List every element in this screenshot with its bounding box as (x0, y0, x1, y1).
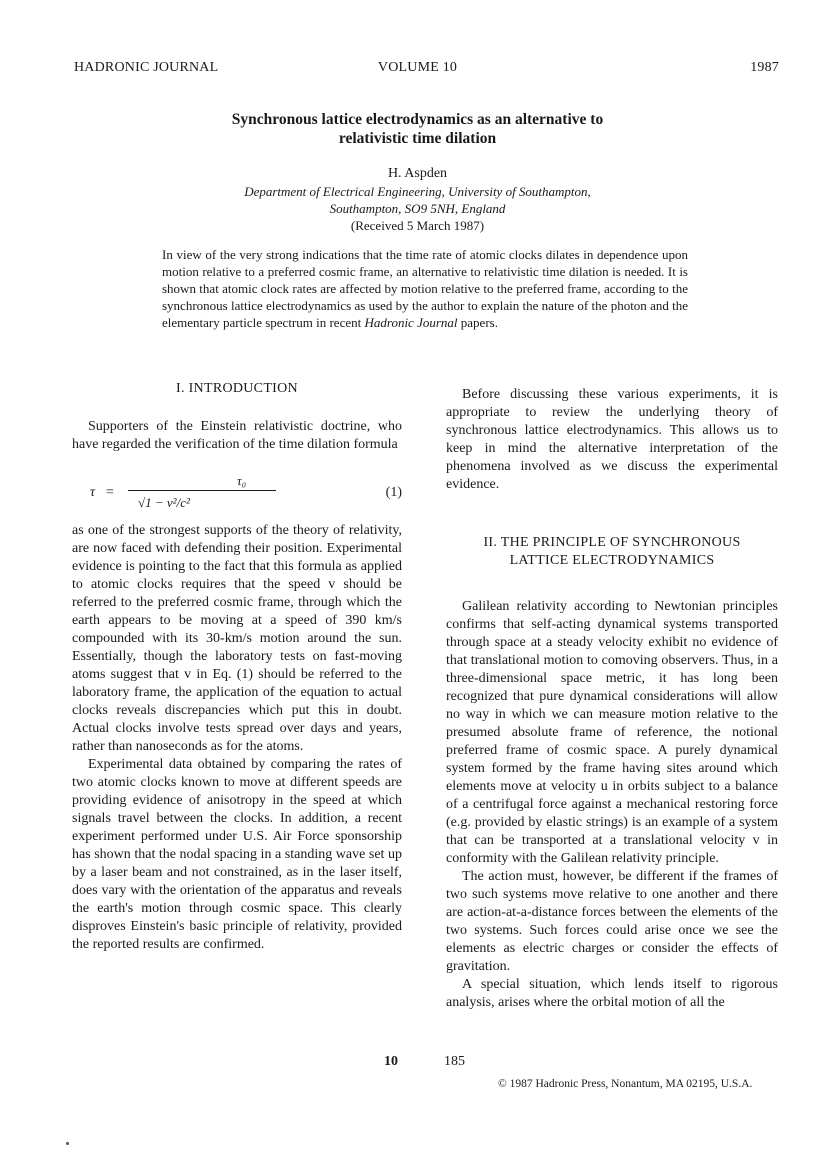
author-name: H. Aspden (387, 166, 448, 181)
running-header-volume: VOLUME 10 (377, 60, 458, 75)
title-line-1: Synchronous lattice electrodynamics as an alternative to (231, 111, 604, 128)
section-heading-line-1: II. THE PRINCIPLE OF SYNCHRONOUS (483, 535, 741, 550)
scan-speck (66, 1142, 69, 1145)
received-date: (Received 5 March 1987) (350, 218, 485, 233)
abstract-tail: papers. (460, 315, 498, 330)
intro-paragraph-3: Experimental data obtained by comparing the rates of two atomic clocks known to move at different speeds are providing evidence of anisotropy in the speed at which signals travel between the clocks. In addition, a recent experiment performed under U.S. Air Force sponsorship has shown that the nodal spacing in a standing wave set up by a laser beam and not constrained, as in the laser itself, does vary with the orientation of the apparatus and reveals the earth's motion through cosmic space. This clearly disproves Einstein's basic principle of relativity, provided the reported results are confirmed. (72, 757, 402, 952)
abstract-text: In view of the very strong indications that the time rate of atomic clocks dilates in dependence upon motion relative to a preferred cosmic frame, an alternative to relativistic time dilation is needed. It is shown that atomic clock rates are affected by motion relative to the preferred frame, according to the synchronous lattice electrodynamics as used by the author to explain the nature of the photon and the elementary particle spectrum in recent (162, 247, 688, 330)
section-heading-principle (446, 534, 778, 570)
principle-paragraph-2: The action must, however, be different if the frames of two such systems move relative to one another and there are action-at-a-distance forces between the elements of the two systems. Such forces could arise once we see the elements as electric charges or consider the effects of gravitation. (446, 869, 778, 974)
intro-paragraph-1: Supporters of the Einstein relativistic doctrine, who have regarded the verification of the time dilation formula (72, 419, 402, 452)
equation-equals: = (106, 485, 114, 500)
principle-paragraph-3: A special situation, which lends itself to rigorous analysis, arises where the orbital motion of all the (446, 977, 778, 1010)
page-number-left: 10 (384, 1054, 398, 1069)
affiliation-line-1: Department of Electrical Engineering, University of Southampton, (244, 184, 591, 199)
affiliation-line-2: Southampton, SO9 5NH, England (329, 201, 506, 216)
equation-lhs: τ (90, 485, 96, 500)
equation-denominator (138, 494, 190, 512)
fraction-bar (128, 490, 276, 491)
section-heading-introduction: I. INTRODUCTION (176, 381, 298, 396)
equation-numerator: τ₀ (237, 473, 247, 488)
title-line-2: relativistic time dilation (338, 130, 497, 147)
sqrt-symbol: √ (138, 495, 146, 510)
right-paragraph-1: Before discussing these various experiments, it is appropriate to review the underlying theory of synchronous lattice electrodynamics. This allows us to keep in mind the alternative interpretation of the phenomena involved as we discuss the experimental evidence. (446, 387, 778, 492)
intro-paragraph-2: as one of the strongest supports of the theory of relativity, are now faced with defending their position. Experimental evidence is pointing to the fact that this formula as applied to atomic clocks requires that the speed v should be referred to the preferred cosmic frame, through which the earth appears to be moving at a speed of 390 km/s compounded with its 30-km/s motion around the sun. Essentially, though the laboratory tests on fast-moving atoms suggest that v in Eq. (1) should be referred to the laboratory frame, the application of the equation to actual clocks reveals discrepancies which put this in doubt. Actual clocks involve tests spread over days and years, rather than nanoseconds as for the atoms. (72, 523, 402, 754)
page-number-right: 185 (444, 1054, 465, 1069)
abstract-journal-ref: Hadronic Journal (364, 315, 458, 330)
running-header-journal: HADRONIC JOURNAL (74, 60, 219, 75)
section-heading-line-2: LATTICE ELECTRODYNAMICS (509, 553, 715, 568)
copyright-notice: © 1987 Hadronic Press, Nonantum, MA 02195, U.S.A. (498, 1078, 753, 1090)
running-header-year: 1987 (750, 60, 779, 75)
article-title (0, 110, 835, 148)
denominator-body: 1 − v²/c² (145, 495, 190, 510)
time-dilation-equation (72, 468, 402, 514)
right-column (446, 386, 778, 1012)
abstract (162, 246, 688, 331)
left-column (72, 380, 402, 954)
principle-paragraph-1: Galilean relativity according to Newtonian principles confirms that self-acting dynamical systems transported through space at a steady velocity exhibit no evidence of that translational motion to comoving observers. Thus, in a three-dimensional space metric, it has long been recognized that pure dynamical considerations will allow no way in which we can measure motion relative to the presumed absolute frame of reference, the notional preferred frame of cosmic space. A purely dynamical system formed by the frame having sites around which elements move at velocity u in orbits subject to a balance of a centrifugal force against a mechanical restoring force (e.g. provided by elastic strings) is an example of a system that can be transported at a translational velocity v in conformity with the Galilean relativity principle. (446, 599, 778, 866)
equation-number: (1) (385, 485, 402, 500)
